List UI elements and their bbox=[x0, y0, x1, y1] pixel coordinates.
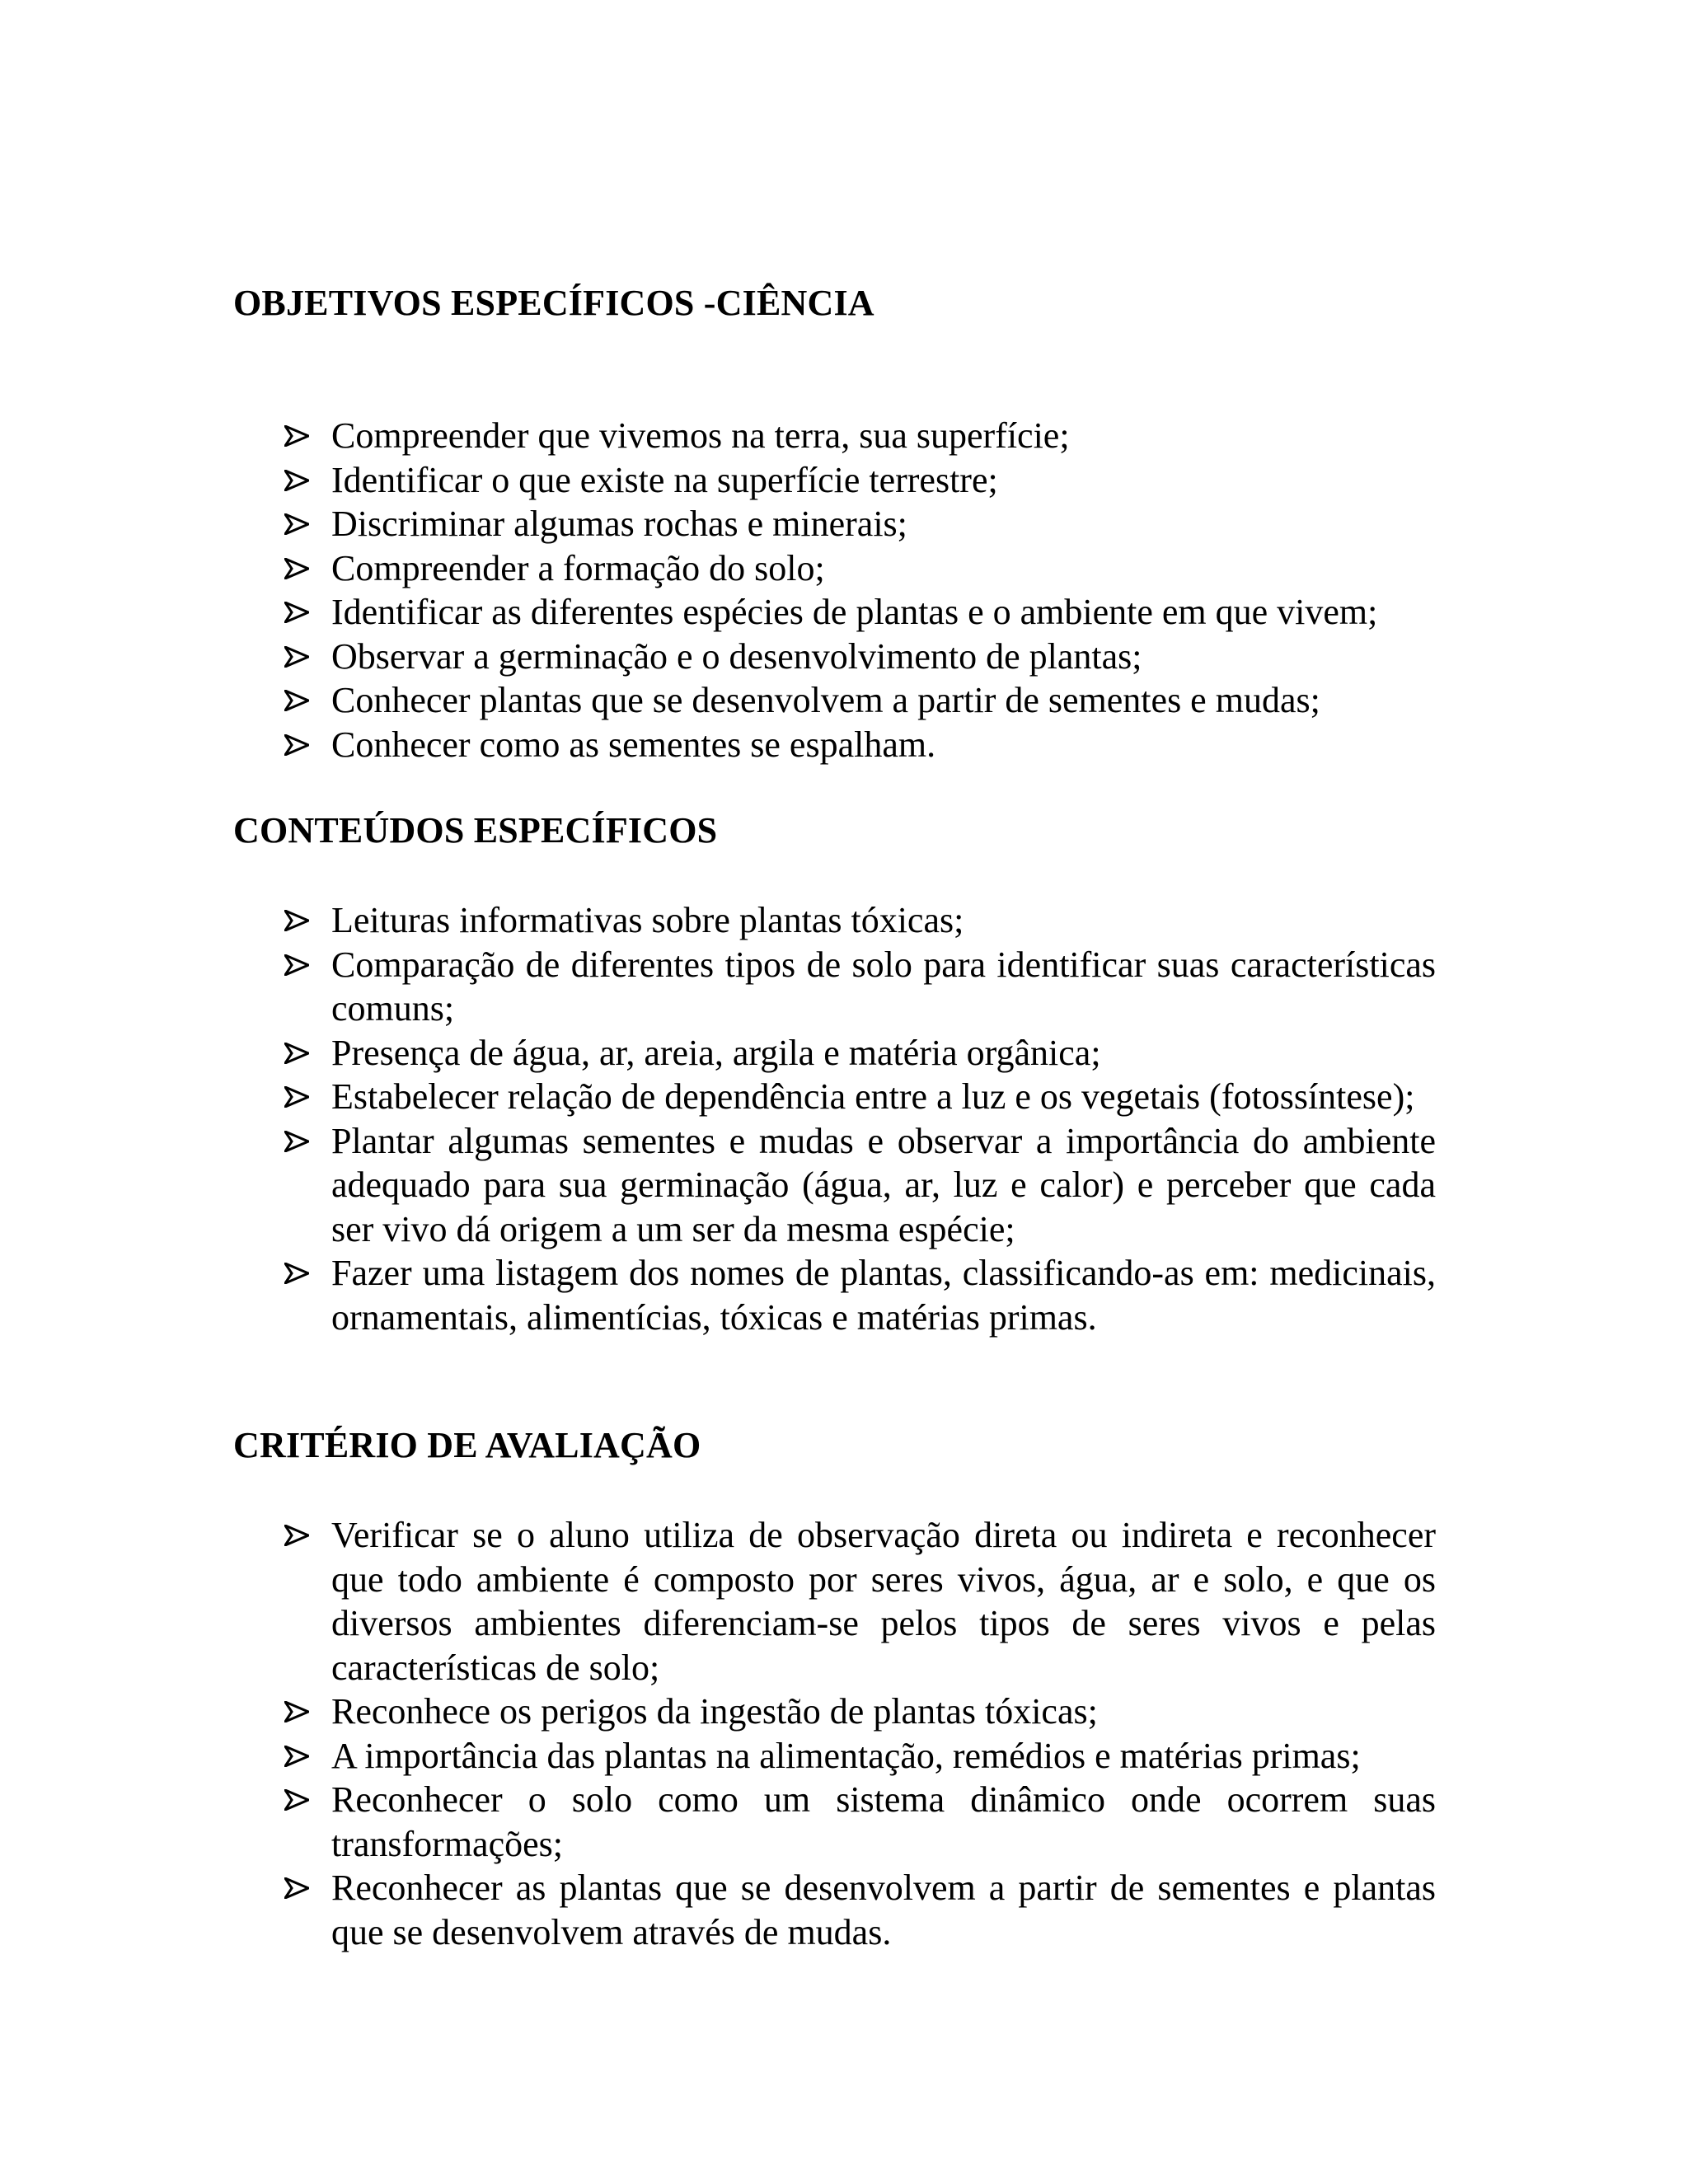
list-item bbox=[284, 546, 1436, 591]
list-item bbox=[284, 898, 1436, 943]
list-item-text: Observar a germinação e o desenvolvimento de plantas; bbox=[331, 635, 1142, 677]
list-item-text: Leituras informativas sobre plantas tóxicas; bbox=[331, 900, 964, 940]
list-item bbox=[284, 1031, 1436, 1076]
arrowhead-bullet-icon bbox=[284, 910, 309, 931]
list-item bbox=[284, 1513, 1436, 1690]
list-item-text: Conhecer como as sementes se espalham. bbox=[331, 724, 936, 765]
list-item-text: Verificar se o aluno utiliza de observação direta ou indireta e reconhecer que todo ambiente é composto por seres vivos, água, ar e solo, e que os diversos ambientes diferenciam-se pelos tipos de seres vivos e pelas características de solo; bbox=[331, 1515, 1436, 1688]
list-item-text: Discriminar algumas rochas e minerais; bbox=[331, 504, 907, 544]
list-item bbox=[284, 1690, 1436, 1734]
arrowhead-bullet-icon bbox=[284, 734, 309, 756]
arrowhead-bullet-icon bbox=[284, 954, 309, 976]
list-item bbox=[284, 590, 1436, 635]
list-item-text: Compreender a formação do solo; bbox=[331, 547, 825, 588]
list-item-text: Reconhecer o solo como um sistema dinâmico onde ocorrem suas transformações; bbox=[331, 1779, 1436, 1864]
list-item-text: Fazer uma listagem dos nomes de plantas, classificando-as em: medicinais, ornamentais, alimentícias, tóxicas e matérias primas. bbox=[331, 1253, 1436, 1338]
list-item-text: Reconhece os perigos da ingestão de plantas tóxicas; bbox=[331, 1691, 1098, 1732]
arrowhead-bullet-icon bbox=[284, 1789, 309, 1811]
list-item bbox=[284, 723, 1436, 767]
list-item bbox=[284, 502, 1436, 546]
list-item bbox=[284, 635, 1436, 679]
arrowhead-bullet-icon bbox=[284, 1263, 309, 1284]
section-title-conteudos: CONTEÚDOS ESPECÍFICOS bbox=[233, 810, 718, 851]
list-item bbox=[284, 1734, 1436, 1779]
list-item-text: Reconhecer as plantas que se desenvolvem a partir de sementes e plantas que se desenvolvem através de mudas. bbox=[331, 1868, 1436, 1952]
list-item bbox=[284, 1866, 1436, 1954]
arrowhead-bullet-icon bbox=[284, 513, 309, 535]
arrowhead-bullet-icon bbox=[284, 646, 309, 668]
list-item-text: Compreender que vivemos na terra, sua superfície; bbox=[331, 415, 1070, 456]
section-title-objetivos: OBJETIVOS ESPECÍFICOS -CIÊNCIA bbox=[233, 283, 874, 323]
arrowhead-bullet-icon bbox=[284, 425, 309, 447]
list-item bbox=[284, 1778, 1436, 1866]
arrowhead-bullet-icon bbox=[284, 1877, 309, 1899]
list-item bbox=[284, 1075, 1436, 1119]
conteudos-list bbox=[284, 898, 1436, 1339]
list-item bbox=[284, 943, 1436, 1031]
list-item-text: A importância das plantas na alimentação, remédios e matérias primas; bbox=[331, 1735, 1361, 1776]
arrowhead-bullet-icon bbox=[284, 602, 309, 623]
arrowhead-bullet-icon bbox=[284, 558, 309, 579]
list-item-text: Presença de água, ar, areia, argila e matéria orgânica; bbox=[331, 1032, 1101, 1073]
criterio-list bbox=[284, 1513, 1436, 1954]
arrowhead-bullet-icon bbox=[284, 1525, 309, 1546]
list-item bbox=[284, 414, 1436, 458]
list-item-text: Comparação de diferentes tipos de solo para identificar suas características comuns; bbox=[331, 944, 1436, 1029]
list-item-text: Identificar as diferentes espécies de plantas e o ambiente em que vivem; bbox=[331, 592, 1378, 632]
arrowhead-bullet-icon bbox=[284, 470, 309, 491]
list-item bbox=[284, 678, 1436, 723]
list-item bbox=[284, 1119, 1436, 1252]
arrowhead-bullet-icon bbox=[284, 1043, 309, 1064]
list-item-text: Estabelecer relação de dependência entre a luz e os vegetais (fotossíntese); bbox=[331, 1076, 1415, 1117]
arrowhead-bullet-icon bbox=[284, 1086, 309, 1108]
section-title-criterio: CRITÉRIO DE AVALIAÇÃO bbox=[233, 1425, 701, 1465]
list-item-text: Conhecer plantas que se desenvolvem a partir de sementes e mudas; bbox=[331, 680, 1320, 720]
list-item bbox=[284, 1251, 1436, 1339]
arrowhead-bullet-icon bbox=[284, 690, 309, 711]
list-item-text: Identificar o que existe na superfície terrestre; bbox=[331, 459, 998, 500]
objetivos-list bbox=[284, 414, 1436, 766]
arrowhead-bullet-icon bbox=[284, 1701, 309, 1722]
list-item bbox=[284, 458, 1436, 503]
list-item-text: Plantar algumas sementes e mudas e observar a importância do ambiente adequado para sua germinação (água, ar, luz e calor) e perceber que cada ser vivo dá origem a um ser da mesma espécie; bbox=[331, 1120, 1436, 1249]
arrowhead-bullet-icon bbox=[284, 1746, 309, 1767]
arrowhead-bullet-icon bbox=[284, 1131, 309, 1152]
